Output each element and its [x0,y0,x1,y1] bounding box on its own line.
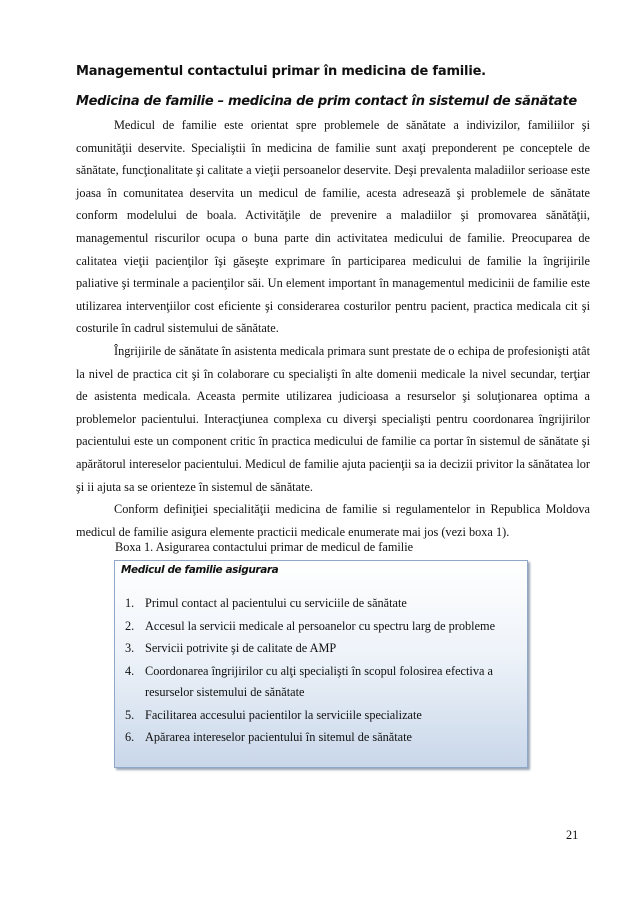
page-number: 21 [566,828,579,842]
body-text [76,114,590,543]
list-item [115,593,515,615]
list-item-number: 2. [125,618,135,633]
list-item-text: Primul contact al pacientului cu serviciile de sănătate [145,596,407,610]
list-item-text: Coordonarea îngrijirilor cu alţi specialişti în scopul folosirea efectiva a resurselor sistemului de sănătate [145,663,493,699]
section-subtitle: Medicina de familie – medicina de prim contact în sistemul de sănătate [76,94,577,109]
list-item-text: Apărarea intereselor pacientului în sitemul de sănătate [145,730,413,744]
box-list [115,593,515,750]
box-heading: Medicul de familie asigurara [121,564,279,576]
box-caption: Boxa 1. Asigurarea contactului primar de medicul de familie [115,540,414,554]
list-item-number: 6. [125,730,135,744]
list-item-text: Servicii potrivite şi de calitate de AMP [145,641,337,655]
list-item [115,705,515,727]
list-item-number: 4. [125,663,135,678]
paragraph-2: Îngrijirile de sănătate în asistenta medicala primara sunt prestate de o echipa de profesionişti atât la nivel de practica cit şi în colaborare cu specialişti în alte domenii medicale la nivel secundar, terţiar de asistenta medicala. Aceasta permite utilizarea judicioasa a resurselor şi soluţionarea optima a problemelor pacientului. Interacţiunea complexa cu diverşi specialişti pentru coordonarea îngrijirilor pacientului este un component critic în practica medicului de familie ca portar în sistemul de sănătate şi apărătorul intereselor pacientului. Medicul de familie ajuta pacienţii sa ia decizii privitor la sănătatea lor şi ii ajuta sa se orienteze în sistemul de sănătate. [76,343,590,494]
list-item-number: 5. [125,707,135,722]
paragraph-3: Conform definiţiei specialităţii medicina de familie si regulamentelor in Republica Moldova medicul de familie asigura elemente practicii medicale enumerate mai jos (vezi boxa 1). [76,502,590,539]
list-item [115,616,515,638]
paragraph-1: Medicul de familie este orientat spre problemele de sănătate a indivizilor, familiilor şi comunităţii deservite. Specialiştii în medicina de familie sunt axaţi preponderent pe conceptele de sănătate, funcţionalitate şi calitate a vieţii persoanelor deservite. Deşi prevalenta maladiilor serioase este joasa în comunitatea deservita un medicul de familie, acesta adresează şi problemele de sănătate conform modelului de boala. Activităţile de prevenire a maladiilor şi promovarea sănătăţii, managementul riscurilor ocupa o buna parte din activitatea medicului de familie. Preocuparea de calitatea vieţii pacienţilor îşi găseşte exprimare în participarea medicului de familie la îngrijirile paliative şi terminale a pacienţilor săi. Un element important în managementul medicinii de familie este utilizarea intervenţiilor cost eficiente şi considerarea costurilor pentru pacient, practica medicala cit şi costurile în cadrul sistemului de sănătate. [76,118,590,336]
list-item-number: 1. [125,596,135,610]
section-title: Managementul contactului primar în medicina de familie. [76,64,486,79]
list-item-number: 3. [125,641,135,655]
list-item-text: Facilitarea accesului pacientilor la serviciile specializate [145,707,422,722]
info-box [114,560,528,768]
list-item-text: Accesul la servicii medicale al persoanelor cu spectru larg de probleme [145,618,496,633]
list-item [115,661,515,704]
list-item [115,638,515,660]
list-item [115,727,515,749]
